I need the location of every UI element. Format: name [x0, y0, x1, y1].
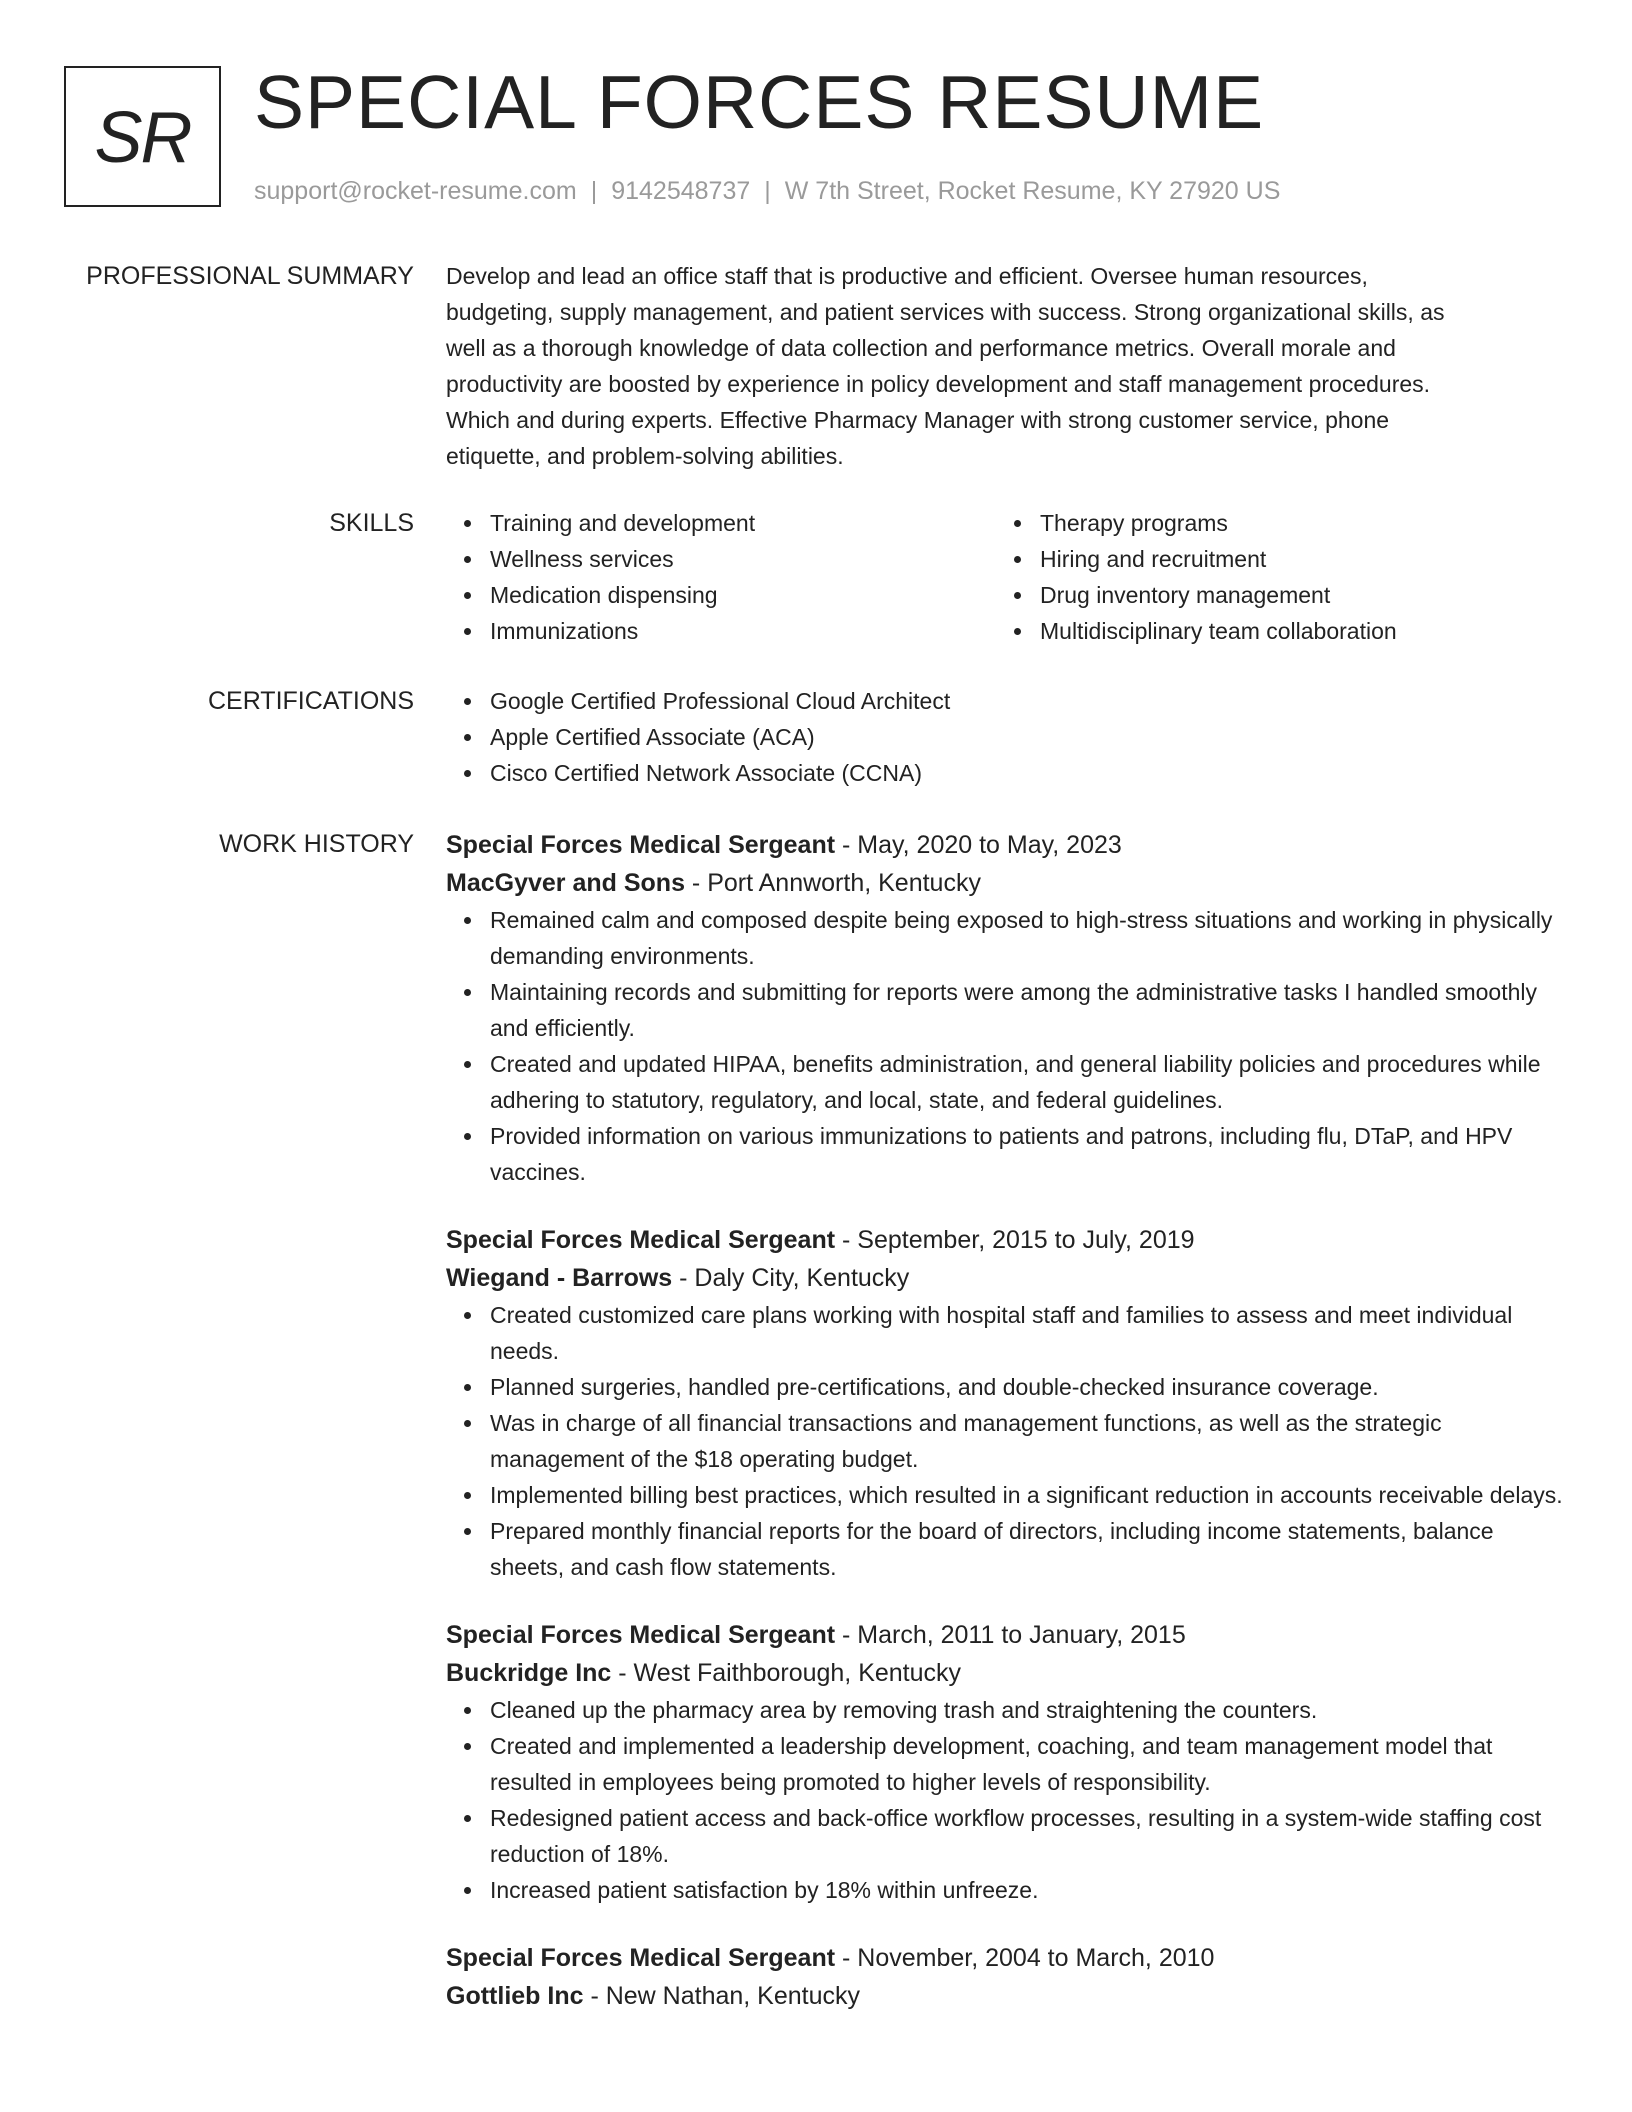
skills-column-right — [996, 505, 1546, 649]
job-company: Wiegand - Barrows — [446, 1264, 673, 1292]
job-bullet: Was in charge of all financial transactions and management functions, as well as the strategic management of the $18 operating budget. — [490, 1405, 1566, 1477]
job-bullet: Implemented billing best practices, which resulted in a significant reduction in accounts receivable delays. — [490, 1477, 1566, 1513]
summary-line: Which and during experts. Effective Pharmacy Manager with strong customer service, phone — [446, 407, 1390, 433]
job-dates: - November, 2004 to March, 2010 — [835, 1944, 1215, 1972]
skill-item: Medication dispensing — [490, 577, 996, 613]
job-company-line — [446, 864, 1566, 902]
work-history-body — [446, 826, 1566, 2046]
contact-separator: | — [764, 177, 771, 205]
job-dates: - May, 2020 to May, 2023 — [835, 831, 1122, 859]
job-bullet: Maintaining records and submitting for reports were among the administrative tasks I handled smoothly and efficiently. — [490, 974, 1566, 1046]
summary-line: well as a thorough knowledge of data collection and performance metrics. Overall morale and — [446, 335, 1396, 361]
job-company: MacGyver and Sons — [446, 869, 685, 897]
job-title: Special Forces Medical Sergeant — [446, 1226, 836, 1254]
job-company: Buckridge Inc — [446, 1659, 612, 1687]
job-bullet: Provided information on various immunizations to patients and patrons, including flu, DTaP, and HPV vaccines. — [490, 1118, 1566, 1190]
summary-line: Develop and lead an office staff that is productive and efficient. Oversee human resources, — [446, 263, 1368, 289]
certification-item: Cisco Certified Network Associate (CCNA) — [490, 755, 1566, 791]
monogram-logo: SR — [64, 66, 221, 207]
job-company-line — [446, 1654, 1566, 1692]
contact-address: W 7th Street, Rocket Resume, KY 27920 US — [784, 177, 1281, 205]
work-history-heading: WORK HISTORY — [219, 830, 414, 858]
job-title: Special Forces Medical Sergeant — [446, 1621, 836, 1649]
job-bullet: Increased patient satisfaction by 18% within unfreeze. — [490, 1872, 1566, 1908]
summary-line: productivity are boosted by experience in policy development and staff management procedures. — [446, 371, 1431, 397]
job-dates: - September, 2015 to July, 2019 — [835, 1226, 1195, 1254]
skills-body — [446, 505, 1566, 649]
resume-name: SPECIAL FORCES RESUME — [254, 60, 1265, 144]
job-bullet-list — [446, 902, 1566, 1190]
job-location: - Port Annworth, Kentucky — [684, 869, 981, 897]
summary-text — [446, 258, 1566, 474]
job-title-line — [446, 1221, 1566, 1259]
job-title: Special Forces Medical Sergeant — [446, 1944, 836, 1972]
job-entry — [446, 1939, 1566, 2015]
skill-item: Therapy programs — [1040, 505, 1546, 541]
skill-item: Hiring and recruitment — [1040, 541, 1546, 577]
job-company-line — [446, 1977, 1566, 2015]
job-location: - New Nathan, Kentucky — [583, 1982, 861, 2010]
contact-line — [254, 176, 1280, 206]
skill-item: Immunizations — [490, 613, 996, 649]
job-title-line — [446, 1939, 1566, 1977]
skill-item: Drug inventory management — [1040, 577, 1546, 613]
job-location: - West Faithborough, Kentucky — [611, 1659, 962, 1687]
job-entry — [446, 1221, 1566, 1585]
contact-separator: | — [590, 177, 598, 205]
certifications-body — [446, 683, 1566, 791]
job-company-line — [446, 1259, 1566, 1297]
job-bullet: Created and implemented a leadership development, coaching, and team management model that resulted in employees being promoted to higher levels of responsibility. — [490, 1728, 1566, 1800]
job-title-line — [446, 826, 1566, 864]
job-title: Special Forces Medical Sergeant — [446, 831, 836, 859]
job-company: Gottlieb Inc — [446, 1982, 584, 2010]
summary-line: budgeting, supply management, and patient services with success. Strong organizational skills, as — [446, 299, 1445, 325]
certifications-heading: CERTIFICATIONS — [207, 687, 414, 715]
job-bullet: Redesigned patient access and back-office workflow processes, resulting in a system-wide staffing cost reduction of 18%. — [490, 1800, 1566, 1872]
job-location: - Daly City, Kentucky — [672, 1264, 910, 1292]
job-bullet: Planned surgeries, handled pre-certifications, and double-checked insurance coverage. — [490, 1369, 1566, 1405]
job-bullet-list — [446, 1297, 1566, 1585]
job-dates: - March, 2011 to January, 2015 — [835, 1621, 1186, 1649]
job-bullet: Created customized care plans working with hospital staff and families to assess and meet individual needs. — [490, 1297, 1566, 1369]
job-bullet-list — [446, 1692, 1566, 1908]
job-bullet: Remained calm and composed despite being exposed to high-stress situations and working in physically demanding environments. — [490, 902, 1566, 974]
job-entry — [446, 826, 1566, 1190]
resume-header — [0, 0, 1632, 230]
skills-heading: SKILLS — [329, 509, 414, 537]
skill-item: Wellness services — [490, 541, 996, 577]
summary-line: etiquette, and problem-solving abilities. — [446, 443, 844, 469]
contact-phone[interactable]: 9142548737 — [611, 177, 751, 205]
skill-item: Multidisciplinary team collaboration — [1040, 613, 1546, 649]
skills-column-left — [446, 505, 996, 649]
job-bullet: Created and updated HIPAA, benefits administration, and general liability policies and procedures while adhering to statutory, regulatory, and local, state, and federal guidelines. — [490, 1046, 1566, 1118]
job-entry — [446, 1616, 1566, 1908]
certification-item: Google Certified Professional Cloud Architect — [490, 683, 1566, 719]
job-bullet: Cleaned up the pharmacy area by removing trash and straightening the counters. — [490, 1692, 1566, 1728]
job-bullet: Prepared monthly financial reports for the board of directors, including income statements, balance sheets, and cash flow statements. — [490, 1513, 1566, 1585]
skill-item: Training and development — [490, 505, 996, 541]
job-title-line — [446, 1616, 1566, 1654]
certification-item: Apple Certified Associate (ACA) — [490, 719, 1566, 755]
summary-heading: PROFESSIONAL SUMMARY — [86, 262, 414, 290]
contact-email[interactable]: support@rocket-resume.com — [254, 177, 577, 205]
